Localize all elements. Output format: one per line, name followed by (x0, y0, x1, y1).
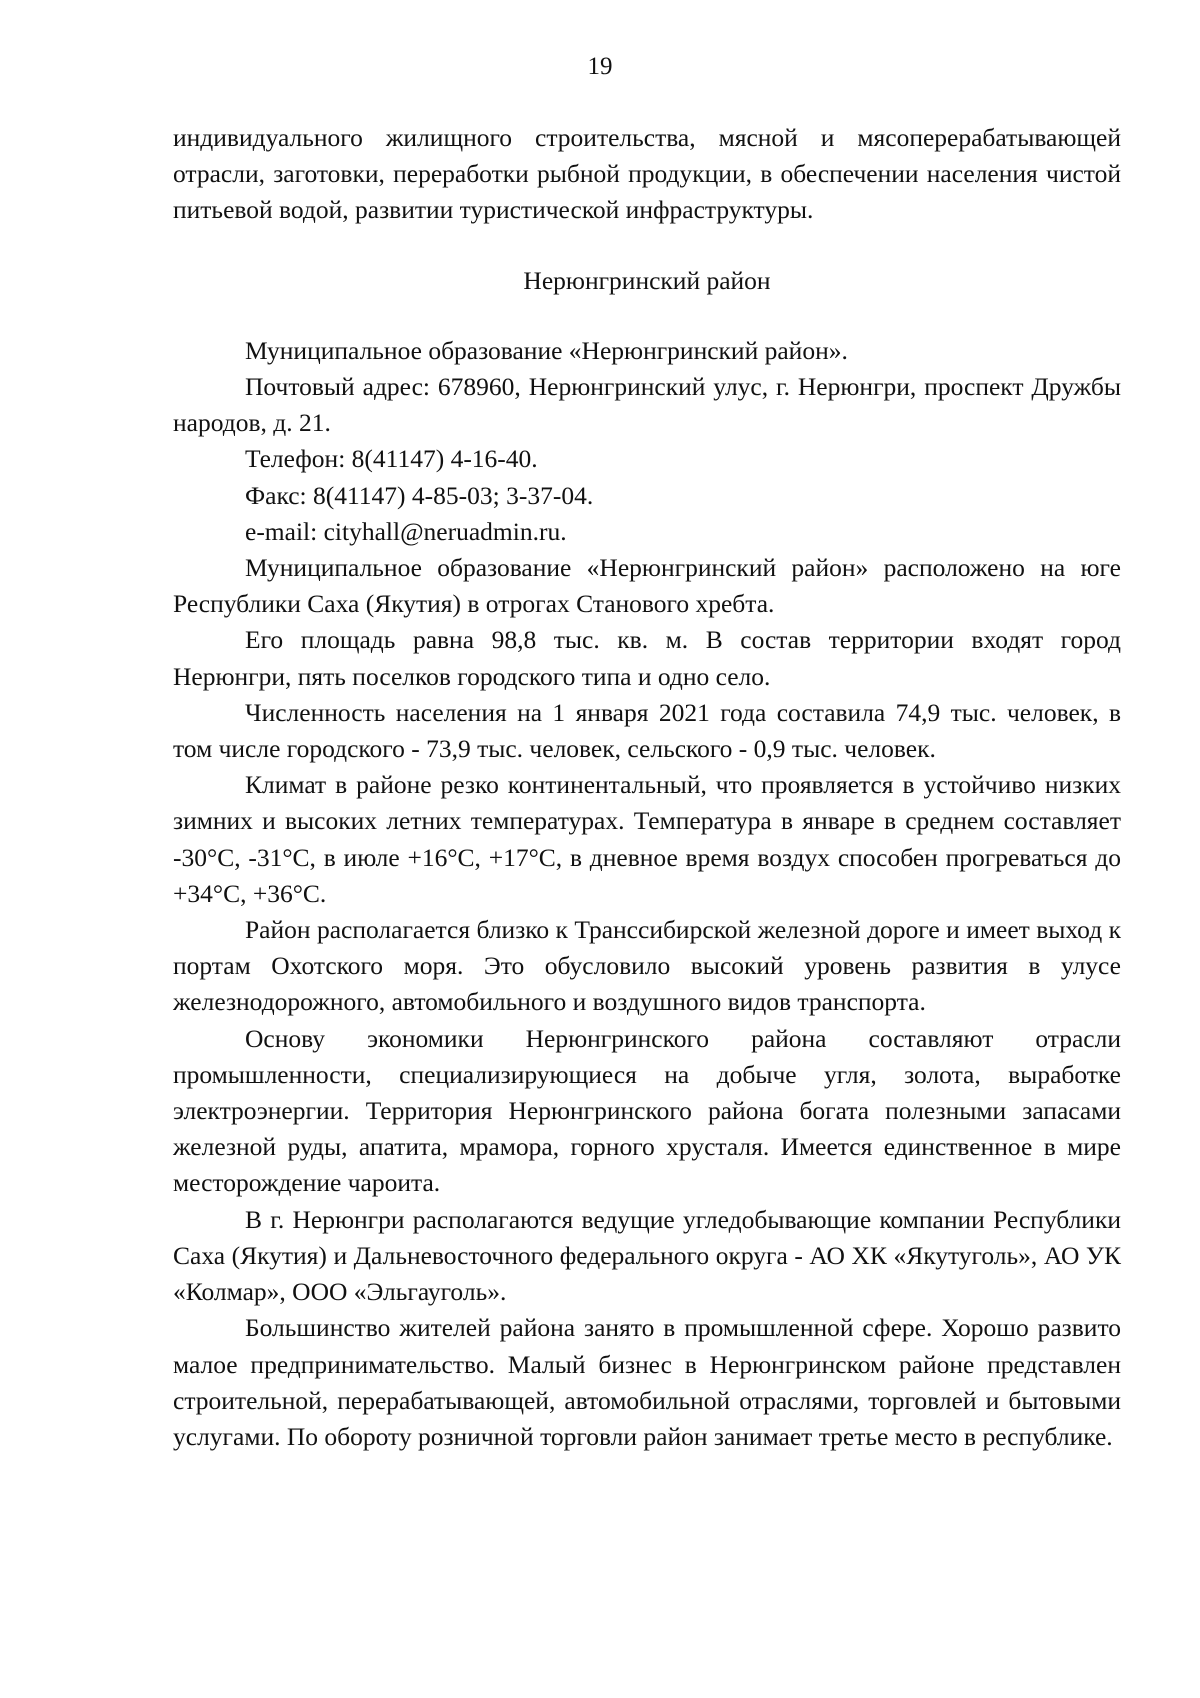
paragraph-coal-companies: В г. Нерюнгри располагаются ведущие угледобывающие компании Республики Саха (Якутия) и Дальневосточного федерального округа - АО ХК «Якутуголь», АО УК «Колмар», ООО «Эльгауголь». (173, 1204, 1121, 1307)
paragraph-area: Его площадь равна 98,8 тыс. кв. м. В состав территории входят город Нерюнгри, пять поселков городского типа и одно село. (173, 625, 1121, 691)
paragraph-transport: Район располагается близко к Транссибирской железной дороге и имеет выход к портам Охотского моря. Это обусловило высокий уровень развития в улусе железнодорожного, автомобильного и воздушного видов транспорта. (173, 915, 1121, 1017)
paragraph-municipality-name: Муниципальное образование «Нерюнгринский район». (245, 335, 848, 365)
continuation-paragraph: индивидуального жилищного строительства, мясной и мясоперерабатывающей отрасли, заготовки, переработки рыбной продукции, в обеспечении населения чистой питьевой водой, развитии туристической инфраструктуры. (173, 123, 1121, 225)
paragraph-climate: Климат в районе резко континентальный, что проявляется в устойчиво низких зимних и высоких летних температурах. Температура в январе в среднем составляет -30°С, -31°С, в июле +16°С, +17°С, в дневное время воздух способен прогреваться до +34°С, +36°С. (173, 770, 1121, 908)
page-number: 19 (587, 53, 613, 80)
paragraph-economy: Основу экономики Нерюнгринского района составляют отрасли промышленности, специализирующиеся на добыче угля, золота, выработке электроэнергии. Территория Нерюнгринского района богата полезными запасами железной руды, апатита, мрамора, горного хрусталя. Имеется единственное в мире месторождение чароита. (173, 1023, 1121, 1198)
document-body (173, 120, 1121, 1455)
section-title: Нерюнгринский район (523, 265, 771, 295)
paragraph-fax: Факс: 8(41147) 4-85-03; 3-37-04. (245, 480, 594, 510)
paragraph-business: Большинство жителей района занято в промышленной сфере. Хорошо развито малое предпринимательство. Малый бизнес в Нерюнгринском районе представлен строительной, перерабатывающей, автомобильной отраслями, торговлей и бытовыми услугами. По обороту розничной торговли район занимает третье место в республике. (173, 1313, 1121, 1451)
paragraph-postal-address: Почтовый адрес: 678960, Нерюнгринский улус, г. Нерюнгри, проспект Дружбы народов, д. 21. (173, 372, 1121, 438)
paragraph-location: Муниципальное образование «Нерюнгринский район» расположено на юге Республики Саха (Якутия) в отрогах Станового хребта. (173, 553, 1121, 619)
paragraph-population: Численность населения на 1 января 2021 года составила 74,9 тыс. человек, в том числе городского - 73,9 тыс. человек, сельского - 0,9 тыс. человек. (173, 697, 1121, 764)
paragraph-phone: Телефон: 8(41147) 4-16-40. (245, 444, 538, 474)
paragraph-email: e-mail: cityhall@neruadmin.ru. (245, 516, 567, 546)
